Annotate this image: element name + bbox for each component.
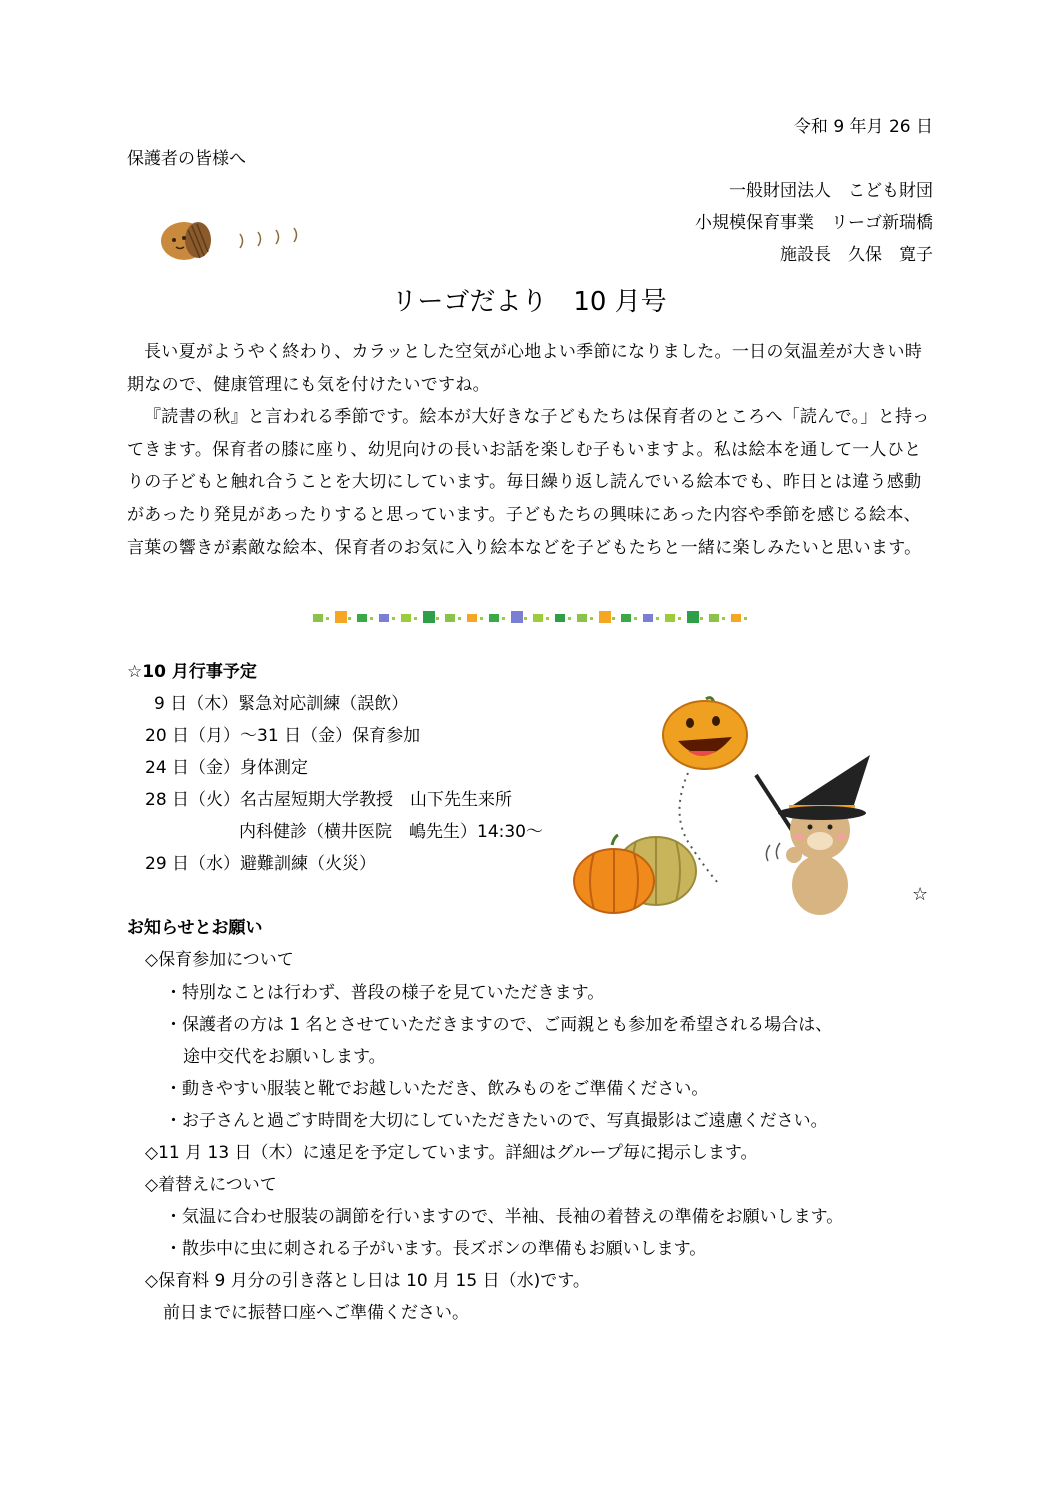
newsletter-title: リーゴだより 10 月号 bbox=[391, 287, 667, 317]
divider-dot bbox=[634, 617, 637, 620]
intro-paragraph-2: 『読書の秋』と言われる季節です。絵本が大好きな子どもたちは保育者のところへ「読んで。」と持ってきます。保育者の膝に座り、幼児向けの長いお話を楽しむ子もいますよ。私は絵本を通して一人ひとりの子どもと触れ合うことを大切にしています。毎日繰り返し読んでいる絵本でも、昨日とは違う感動があったり発見があったりすると思っています。子どもたちの興味にあった内容や季節を感じる絵本、言葉の響きが素敵な絵本、保育者のお気に入り絵本などを子どもたちと一緒に楽しみたいと思います。 bbox=[127, 407, 930, 558]
divider-square bbox=[401, 614, 411, 622]
divider-dot bbox=[370, 617, 373, 620]
divider-dot bbox=[524, 617, 527, 620]
divider-square bbox=[335, 611, 347, 623]
event-item: 28 日（火）名古屋短期大学教授 山下先生来所 bbox=[145, 790, 513, 810]
event-item: 内科健診（横井医院 嶋先生）14:30～ bbox=[239, 822, 543, 842]
divider-square bbox=[467, 614, 477, 622]
divider-dot bbox=[656, 617, 659, 620]
divider-square bbox=[379, 614, 389, 622]
divider-square bbox=[599, 611, 611, 623]
notice-section-title: ◇着替えについて bbox=[145, 1175, 277, 1195]
divider-square bbox=[511, 611, 523, 623]
divider-dot bbox=[722, 617, 725, 620]
notice-item: ・動きやすい服装と靴でお越しいただき、飲みものをご準備ください。 bbox=[165, 1079, 709, 1099]
divider-square bbox=[621, 614, 631, 622]
divider-dot bbox=[546, 617, 549, 620]
divider-square bbox=[423, 611, 435, 623]
notice-section-title: ◇11 月 13 日（木）に遠足を予定しています。詳細はグループ毎に掲示します。 bbox=[145, 1143, 758, 1163]
intro-section bbox=[127, 336, 935, 564]
addressee: 保護者の皆様へ bbox=[127, 149, 246, 169]
divider-dot bbox=[458, 617, 461, 620]
director-name: 施設長 久保 寛子 bbox=[780, 245, 933, 265]
divider-dot bbox=[590, 617, 593, 620]
divider-dot bbox=[414, 617, 417, 620]
events-heading: ☆10 月行事予定 bbox=[127, 662, 257, 682]
notice-item: ・気温に合わせ服装の調節を行いますので、半袖、長袖の着替えの準備をお願いします。 bbox=[165, 1207, 844, 1227]
divider-dot bbox=[480, 617, 483, 620]
notice-section-title: ◇保育料 9 月分の引き落とし日は 10 月 15 日（水)です。 bbox=[145, 1271, 590, 1291]
divider-dot bbox=[436, 617, 439, 620]
event-item: 24 日（金）身体測定 bbox=[145, 758, 309, 778]
divider-dot bbox=[392, 617, 395, 620]
divider-square bbox=[687, 611, 699, 623]
divider-square bbox=[709, 614, 719, 622]
rolling-acorn-illustration bbox=[152, 216, 312, 266]
divider-square bbox=[665, 614, 675, 622]
notice-item: 前日までに振替口座へご準備ください。 bbox=[163, 1303, 469, 1323]
notice-item: ・散歩中に虫に刺される子がいます。長ズボンの準備もお願いします。 bbox=[165, 1239, 707, 1259]
divider-square bbox=[731, 614, 741, 622]
divider-square bbox=[445, 614, 455, 622]
divider-square bbox=[577, 614, 587, 622]
event-item: 20 日（月）～31 日（金）保育参加 bbox=[145, 726, 421, 746]
issue-date: 令和 9 年月 26 日 bbox=[793, 117, 933, 137]
notice-item: 途中交代をお願いします。 bbox=[183, 1047, 386, 1067]
divider-dot bbox=[678, 617, 681, 620]
divider-square bbox=[357, 614, 367, 622]
halloween-illustration bbox=[570, 695, 890, 920]
event-item: 9 日（木）緊急対応訓練（誤飲） bbox=[154, 694, 409, 714]
notice-item: ・お子さんと過ごす時間を大切にしていただきたいので、写真撮影はご遠慮ください。 bbox=[165, 1111, 828, 1131]
divider-dot bbox=[744, 617, 747, 620]
divider-dot bbox=[348, 617, 351, 620]
event-item: 29 日（水）避難訓練（火災） bbox=[145, 854, 377, 874]
divider-square bbox=[489, 614, 499, 622]
divider-dot bbox=[612, 617, 615, 620]
divider-square bbox=[643, 614, 653, 622]
intro-paragraph-1: 長い夏がようやく終わり、カラッとした空気が心地よい季節になりました。一日の気温差が大きい時期なので、健康管理にも気を付けたいですね。 bbox=[127, 342, 923, 395]
divider-dot bbox=[568, 617, 571, 620]
divider-dot bbox=[700, 617, 703, 620]
divider-square bbox=[533, 614, 543, 622]
divider-square bbox=[313, 614, 323, 622]
star-mark: ☆ bbox=[912, 884, 929, 905]
notice-section-title: ◇保育参加について bbox=[145, 950, 294, 970]
organization: 一般財団法人 こども財団 bbox=[729, 181, 933, 201]
decorative-divider bbox=[313, 611, 747, 625]
divider-dot bbox=[502, 617, 505, 620]
notice-item: ・特別なことは行わず、普段の様子を見ていただきます。 bbox=[165, 983, 605, 1003]
notices-heading: お知らせとお願い bbox=[127, 918, 263, 938]
divider-square bbox=[555, 614, 565, 622]
facility-name: 小規模保育事業 リーゴ新瑞橋 bbox=[695, 213, 933, 233]
notice-item: ・保護者の方は 1 名とさせていただきますので、ご両親とも参加を希望される場合は、 bbox=[165, 1015, 833, 1035]
divider-dot bbox=[326, 617, 329, 620]
